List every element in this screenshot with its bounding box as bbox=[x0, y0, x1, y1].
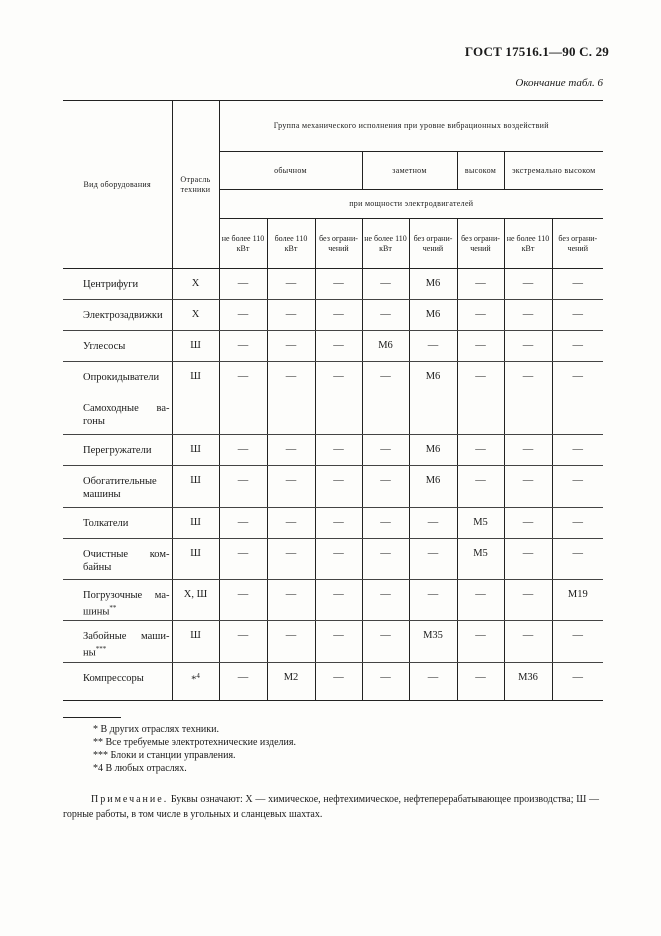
row-value bbox=[457, 393, 504, 434]
row-value: — bbox=[457, 434, 504, 465]
row-name-wrap bbox=[83, 589, 170, 619]
header-level-high: высоком bbox=[457, 152, 504, 190]
row-name: Толкатели bbox=[63, 507, 172, 538]
row-value: М36 bbox=[504, 662, 552, 700]
row-name-text: Самоходные вагоны bbox=[83, 403, 170, 427]
row-value: — bbox=[504, 299, 552, 330]
table-row bbox=[63, 620, 603, 662]
row-value: М6 bbox=[409, 299, 457, 330]
header-power-col: без ограничений bbox=[552, 219, 603, 269]
header-level-extreme: экстремально высоком bbox=[504, 152, 603, 190]
row-name: Электрозадвижки bbox=[63, 299, 172, 330]
row-value: — bbox=[457, 465, 504, 507]
row-value: — bbox=[552, 330, 603, 361]
footnote-mark: ** bbox=[109, 603, 117, 612]
row-value: — bbox=[457, 269, 504, 299]
row-value: — bbox=[362, 465, 409, 507]
row-value: — bbox=[457, 579, 504, 620]
table-row bbox=[63, 330, 603, 361]
row-value: — bbox=[409, 330, 457, 361]
row-value: — bbox=[362, 299, 409, 330]
table-row bbox=[63, 361, 603, 393]
row-value: — bbox=[409, 579, 457, 620]
footnote: *** Блоки и станции управления. bbox=[93, 750, 236, 761]
row-value: — bbox=[219, 330, 267, 361]
footnote-mark: *** bbox=[95, 644, 107, 653]
row-value: — bbox=[552, 662, 603, 700]
row-value: — bbox=[504, 620, 552, 662]
table-row bbox=[63, 299, 603, 330]
row-value: — bbox=[315, 662, 362, 700]
row-value: — bbox=[457, 361, 504, 393]
row-value: — bbox=[219, 299, 267, 330]
row-name-wrap bbox=[83, 630, 170, 660]
row-value: М6 bbox=[409, 434, 457, 465]
row-value: — bbox=[504, 434, 552, 465]
row-value: М6 bbox=[362, 330, 409, 361]
table-continuation-note: Окончание табл. 6 bbox=[515, 77, 603, 89]
row-value: — bbox=[362, 662, 409, 700]
row-value: — bbox=[362, 538, 409, 579]
table-row bbox=[63, 269, 603, 299]
row-value: — bbox=[457, 662, 504, 700]
row-value: — bbox=[267, 579, 315, 620]
footnotes bbox=[93, 723, 296, 775]
row-value: — bbox=[362, 269, 409, 299]
row-value: — bbox=[409, 507, 457, 538]
row-value: — bbox=[315, 361, 362, 393]
equipment-table bbox=[63, 100, 603, 701]
row-value: М5 bbox=[457, 538, 504, 579]
row-value: — bbox=[267, 330, 315, 361]
row-name: Перегружатели bbox=[63, 434, 172, 465]
row-value: — bbox=[267, 361, 315, 393]
row-value: — bbox=[315, 434, 362, 465]
row-value: — bbox=[315, 620, 362, 662]
row-value: — bbox=[267, 507, 315, 538]
row-value: — bbox=[362, 361, 409, 393]
row-value: — bbox=[219, 620, 267, 662]
header-level-noticeable: заметном bbox=[362, 152, 457, 190]
row-value: — bbox=[315, 579, 362, 620]
row-value: М2 bbox=[267, 662, 315, 700]
header-power: при мощности электродвигателей bbox=[219, 190, 603, 219]
row-value: — bbox=[504, 579, 552, 620]
row-value: — bbox=[362, 620, 409, 662]
row-name bbox=[63, 579, 172, 620]
row-value: — bbox=[457, 299, 504, 330]
row-value: — bbox=[362, 507, 409, 538]
row-industry: Ш bbox=[172, 465, 219, 507]
row-industry: Ш bbox=[172, 361, 219, 393]
row-value: — bbox=[504, 507, 552, 538]
row-value bbox=[552, 393, 603, 434]
table-row bbox=[63, 434, 603, 465]
row-value: — bbox=[552, 269, 603, 299]
row-industry: Х bbox=[172, 269, 219, 299]
table-row bbox=[63, 393, 603, 434]
row-industry: Ш bbox=[172, 538, 219, 579]
row-value: — bbox=[315, 538, 362, 579]
row-value: — bbox=[267, 434, 315, 465]
row-industry: Ш bbox=[172, 507, 219, 538]
row-name: Центрифуги bbox=[63, 269, 172, 299]
row-value: — bbox=[315, 507, 362, 538]
row-industry: Ш bbox=[172, 434, 219, 465]
header-equipment-type: Вид оборудования bbox=[63, 101, 172, 269]
row-value: — bbox=[219, 434, 267, 465]
table-row bbox=[63, 662, 603, 700]
row-name: Компрессоры bbox=[63, 662, 172, 700]
table-note bbox=[63, 792, 599, 822]
note-text: Буквы означают: Х — химическое, нефтехимическое, нефтеперерабатывающее производства; Ш — горные работы, в том числе в угольных и сланцевых шахтах. bbox=[63, 794, 600, 820]
row-value: — bbox=[504, 269, 552, 299]
table-row bbox=[63, 507, 603, 538]
row-value bbox=[267, 393, 315, 434]
header-level-normal: обычном bbox=[219, 152, 362, 190]
row-value: — bbox=[457, 620, 504, 662]
row-name: Опрокидыватели bbox=[83, 371, 160, 383]
row-industry: Х bbox=[172, 299, 219, 330]
row-value: — bbox=[219, 269, 267, 299]
row-value: М6 bbox=[409, 269, 457, 299]
row-value: М6 bbox=[409, 465, 457, 507]
row-name-text: Очистные комбайны bbox=[83, 548, 170, 573]
row-industry bbox=[172, 393, 219, 434]
row-value bbox=[362, 393, 409, 434]
row-value: — bbox=[552, 434, 603, 465]
row-value bbox=[504, 393, 552, 434]
header-power-col: без ограничений bbox=[457, 219, 504, 269]
row-industry: * bbox=[191, 674, 197, 685]
row-value: — bbox=[315, 299, 362, 330]
row-value: — bbox=[315, 269, 362, 299]
page-header: ГОСТ 17516.1—90 С. 29 bbox=[464, 44, 609, 59]
row-value bbox=[315, 393, 362, 434]
footnote-mark: 4 bbox=[196, 671, 200, 680]
row-industry: Х, Ш bbox=[172, 579, 219, 620]
row-value bbox=[409, 393, 457, 434]
row-value: — bbox=[504, 465, 552, 507]
header-group: Группа механического исполнения при уровне вибрационных воздействий bbox=[219, 101, 603, 152]
row-value: — bbox=[219, 579, 267, 620]
row-value: — bbox=[219, 361, 267, 393]
row-name: Углесосы bbox=[63, 330, 172, 361]
row-value: — bbox=[219, 465, 267, 507]
footnote: * В других отраслях техники. bbox=[93, 724, 219, 735]
row-value: — bbox=[219, 662, 267, 700]
header-power-col: не более 110 кВт bbox=[504, 219, 552, 269]
footnote: *4 В любых отраслях. bbox=[93, 763, 187, 774]
row-value: — bbox=[267, 538, 315, 579]
table-row bbox=[63, 579, 603, 620]
header-power-col: не более 110 кВт bbox=[362, 219, 409, 269]
row-value: — bbox=[267, 620, 315, 662]
note-label: Примечание. bbox=[91, 794, 169, 805]
header-power-col: не более 110 кВт bbox=[219, 219, 267, 269]
row-industry: Ш bbox=[172, 330, 219, 361]
row-value: — bbox=[552, 361, 603, 393]
header-power-col: без ограничений bbox=[409, 219, 457, 269]
header-power-col: более 110 кВт bbox=[267, 219, 315, 269]
row-name-text: Погрузочные машины bbox=[83, 589, 170, 617]
footnote: ** Все требуемые электротехнические изделия. bbox=[93, 737, 296, 748]
row-value: — bbox=[409, 662, 457, 700]
row-name: Обогатительные машины bbox=[63, 465, 172, 507]
row-value: — bbox=[504, 330, 552, 361]
table-row bbox=[63, 538, 603, 579]
row-value: — bbox=[315, 330, 362, 361]
row-value: — bbox=[267, 465, 315, 507]
row-industry: Ш bbox=[172, 620, 219, 662]
row-value: — bbox=[219, 507, 267, 538]
header-industry: Отрасль техники bbox=[172, 101, 219, 269]
row-value: — bbox=[552, 299, 603, 330]
row-value: — bbox=[362, 579, 409, 620]
row-value: М35 bbox=[409, 620, 457, 662]
row-value bbox=[219, 393, 267, 434]
row-value: — bbox=[362, 434, 409, 465]
row-value: М19 bbox=[552, 579, 603, 620]
row-value: — bbox=[267, 299, 315, 330]
row-value: — bbox=[315, 465, 362, 507]
footnote-divider bbox=[63, 717, 121, 718]
row-name-text: Забойные машины bbox=[83, 630, 170, 658]
row-value: — bbox=[267, 269, 315, 299]
row-value: — bbox=[552, 538, 603, 579]
row-value: М5 bbox=[457, 507, 504, 538]
header-power-col: без ограничений bbox=[315, 219, 362, 269]
row-name bbox=[63, 620, 172, 662]
row-name bbox=[63, 538, 172, 579]
row-value: — bbox=[552, 620, 603, 662]
row-value: — bbox=[457, 330, 504, 361]
row-value: — bbox=[504, 361, 552, 393]
row-name bbox=[63, 393, 172, 434]
row-industry-cell bbox=[172, 662, 219, 700]
row-value: — bbox=[552, 507, 603, 538]
row-value: — bbox=[219, 538, 267, 579]
row-value: — bbox=[504, 538, 552, 579]
row-value: — bbox=[409, 538, 457, 579]
row-value: — bbox=[552, 465, 603, 507]
table-row bbox=[63, 465, 603, 507]
row-value: М6 bbox=[409, 361, 457, 393]
